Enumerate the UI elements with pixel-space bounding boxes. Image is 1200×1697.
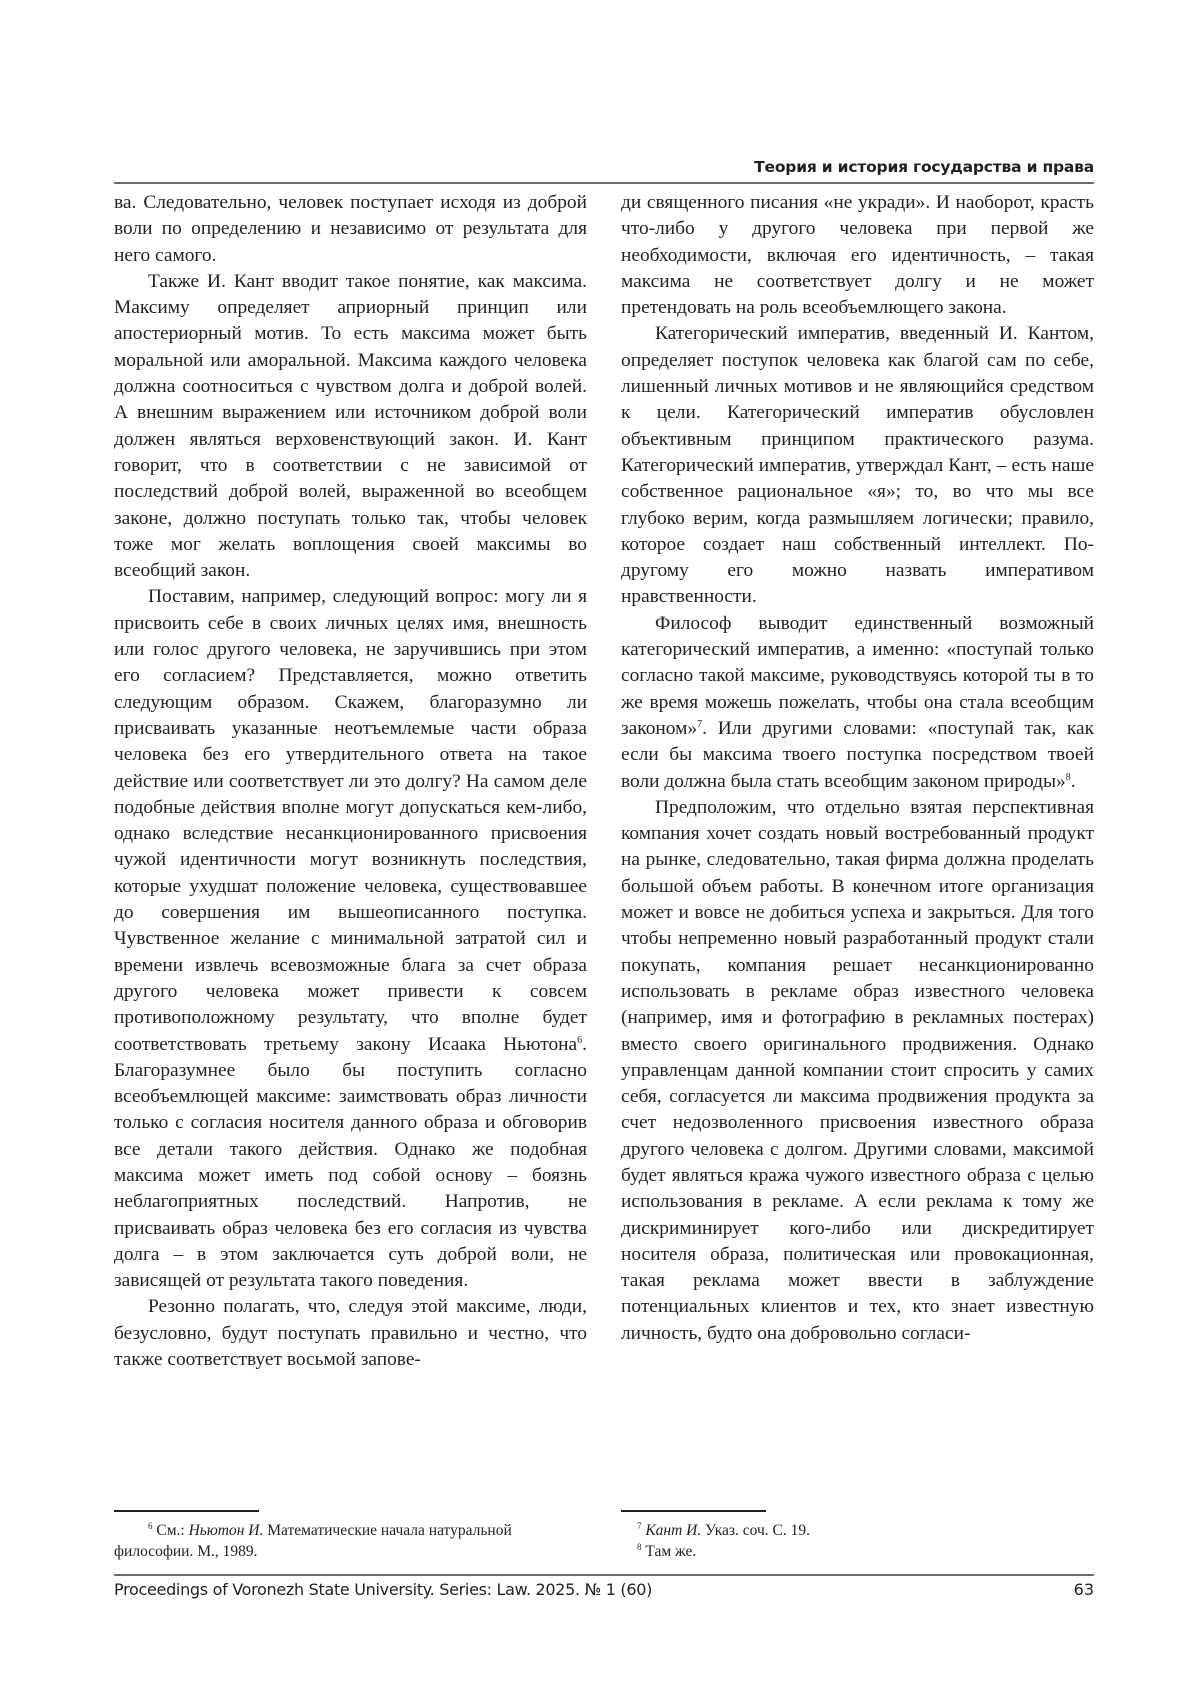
paragraph-text: . Или другими словами: «поступай так, как если бы максима твоего поступка посредством твоей воли должна была стать всеобщим законом природы» [621,717,1094,792]
footnote-text: Указ. соч. С. 19. [701,1522,811,1539]
paragraph-text: . Благоразумнее было бы поступить согласно всеобъемлющей максиме: заимствовать образ личности только с согласия носителя данного образа и обговорив все детали такого действия. Однако же подобная максима может иметь под собой основу – боязнь неблагоприятных последствий. Напротив, не присваивать образ человека без его согласия из чувства долга – в этом заключается суть доброй воли, не зависящей от результата такого поведения. [114,1033,587,1292]
paragraph-text: . [1070,770,1076,792]
footnote-text: Там же. [645,1543,697,1560]
paragraph-text: Поставим, например, следующий вопрос: могу ли я присвоить себе в своих личных целях имя, внешность или голос другого человека, не заручившись при этом его согласием? Представляется, можно ответить следующим образом. Скажем, благоразумно ли присваивать указанные неотъемлемые части образа человека без его утвердительного ответа на такое действие или соответствует ли это долгу? На самом деле подобные действия вполне могут допускаться кем-либо, однако вследствие несанкционированного присвоения чужой идентичности могут возникнуть последствия, которые ухудшат положение человека, существовавшее до совершения им вышеописанного поступка. Чувственное желание с минимальной затратой сил и времени извлечь всевозможные блага за счет образа другого человека может привести к совсем противоположному результату, что вполне будет соответствовать третьему закону Исаака Ньютона [114,586,587,1055]
footnote-number: 7 [637,1521,642,1531]
paragraph: Также И. Кант вводит такое понятие, как максима. Максиму определяет априорный принцип или апостериорный мотив. То есть максима может быть моральной или аморальной. Максима каждого человека должна соотноситься с чувством долга и доброй волей. А внешним выражением или источником доброй воли должен являться верховенствующий закон. И. Кант говорит, что в соответствии с не зависимой от последствий доброй волей, выраженной во всеобщем законе, должно поступать только так, чтобы человек тоже мог желать воплощения своей максимы во всеобщий закон. [114,270,587,582]
footer-journal-title: Proceedings of Voronezh State University. Series: Law. 2025. № 1 (60) [114,1580,653,1599]
footnote [621,1520,1094,1541]
paragraph: Резонно полагать, что, следуя этой максиме, люди, безусловно, будут поступать правильно и честно, что также соответствует восьмой запове- [114,1296,587,1371]
footnote-text: Математические начала натуральной философии. М., 1989. [114,1522,512,1560]
footnote-prefix: См.: [156,1522,189,1539]
footnote-ref[interactable]: 6 [577,1034,583,1046]
right-column [621,190,1094,1347]
paragraph [114,584,587,1294]
page-number: 63 [1073,1580,1094,1599]
footnote-ref[interactable]: 8 [1065,771,1071,783]
paragraph: ди священного писания «не укради». И наоборот, красть что-либо у другого человека при первой же необходимости, включая его идентичность, – такая максима не соответствует долгу и не может претендовать на роль всеобъемлющего закона. [621,192,1094,319]
footnote-author: Кант И. [645,1522,702,1539]
paragraph: Категорический императив, введенный И. Кантом, определяет поступок человека как благой сам по себе, лишенный личных мотивов и не являющийся средством к цели. Категорический императив обусловлен объективным принципом практического разума. Категорический императив, утверждал Кант, – есть наше собственное рациональное «я»; то, во что мы все глубоко верим, когда размышляем логически; правило, которое создает наш собственный интеллект. По-другому его можно назвать императивом нравственности. [621,323,1094,608]
paragraph: Предположим, что отдельно взятая перспективная компания хочет создать новый востребованный продукт на рынке, следовательно, такая фирма должна проделать большой объем работы. В конечном итоге организация может и вовсе не добиться успеха и закрыться. Для того чтобы непременно новый разработанный продукт стали покупать, компания решает несанкционированно использовать в рекламе образ известного человека (например, имя и фотографию в рекламных постерах) вместо своего оригинального продвижения. Однако управленцам данной компании стоит спросить у самих себя, согласуется ли максима продвижения продукта за счет недозволенного присвоения известного образа другого человека с долгом. Другими словами, максимой будет являться кража чужого известного образа с целью использования в рекламе. А если реклама к тому же дискриминирует кого-либо или дискредитирует носителя образа, политическая или провокационная, такая реклама может ввести в заблуждение потенциальных клиентов и тех, кто знает известную личность, будто она добровольно согласи- [621,796,1094,1344]
footnote-author: Ньютон И. [188,1522,264,1539]
paragraph [621,611,1094,795]
footnote [114,1520,587,1562]
footnote-number: 8 [637,1542,642,1552]
footnotes-left [114,1520,587,1562]
paragraph-text: Философ выводит единственный возможный категорический императив, а именно: «поступай только согласно такой максиме, руководствуясь которой ты в то же время можешь пожелать, чтобы она стала всеобщим законом» [621,612,1094,739]
header-rule [114,182,1094,184]
footnote-ref[interactable]: 7 [697,718,703,730]
paragraph: ва. Следовательно, человек поступает исходя из доброй воли по определению и независимо от результата для него самого. [114,192,587,266]
footnote-separator [114,1510,259,1512]
left-column [114,190,587,1373]
footnote [621,1541,1094,1562]
running-head-section-title: Теория и история государства и права [754,158,1094,176]
footnote-separator [621,1510,766,1512]
footer-rule [114,1574,1094,1576]
footnotes-right [621,1520,1094,1562]
footnote-number: 6 [148,1521,153,1531]
